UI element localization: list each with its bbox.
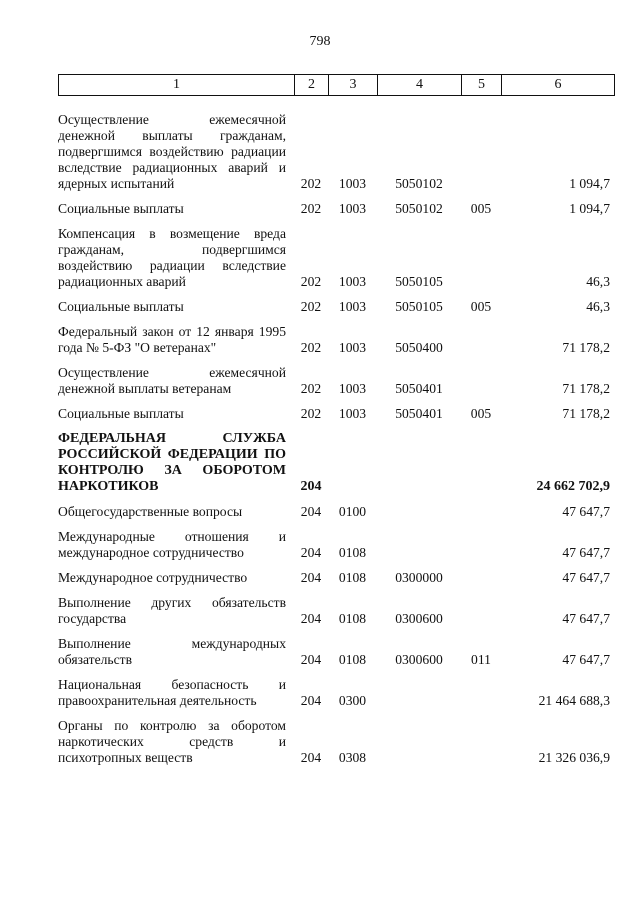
row-code-target: 0300600	[395, 652, 443, 667]
row-code-target	[377, 504, 461, 520]
row-amount: 47 647,7	[562, 545, 610, 560]
row-code-section: 0108	[338, 611, 367, 626]
row-code-section: 1003	[338, 176, 367, 191]
row-code-target	[377, 529, 461, 561]
row-code-type	[461, 112, 501, 192]
row-code-type	[461, 365, 501, 397]
row-amount: 71 178,2	[562, 340, 610, 355]
table-row	[58, 324, 614, 356]
table-row	[58, 365, 614, 397]
row-code-gov: 204	[300, 652, 322, 667]
table-row	[58, 636, 614, 668]
row-spacer	[58, 627, 614, 636]
budget-table	[58, 112, 614, 766]
row-code-target	[377, 718, 461, 766]
row-code-gov: 204	[300, 693, 322, 708]
row-amount: 1 094,7	[569, 176, 610, 191]
row-spacer-cell	[58, 290, 614, 299]
row-code-type: 011	[471, 652, 491, 667]
column-header-1: 1	[59, 75, 295, 96]
row-amount: 47 647,7	[562, 652, 610, 667]
row-code-target	[377, 431, 461, 495]
row-name: Национальная безопасность и правоохранительная деятельность	[58, 677, 286, 708]
row-amount: 21 326 036,9	[538, 750, 610, 765]
row-spacer	[58, 668, 614, 677]
row-code-target: 5050401	[395, 406, 443, 421]
row-name: Федеральный закон от 12 января 1995 года № 5-ФЗ "О ветеранах"	[58, 324, 286, 355]
row-name: Международное сотрудничество	[58, 570, 248, 585]
row-code-target: 5050105	[395, 299, 443, 314]
row-spacer-cell	[58, 192, 614, 201]
row-spacer	[58, 561, 614, 570]
row-name: ФЕДЕРАЛЬНАЯ СЛУЖБА РОССИЙСКОЙ ФЕДЕРАЦИИ ПО КОНТРОЛЮ ЗА ОБОРОТОМ НАРКОТИКОВ	[58, 431, 286, 494]
row-name: Выполнение других обязательств государства	[58, 595, 286, 626]
row-code-section: 0300	[338, 693, 367, 708]
row-name: Социальные выплаты	[58, 201, 184, 216]
row-code-target: 0300000	[395, 570, 443, 585]
column-header-4: 4	[378, 75, 462, 96]
row-name: Международные отношения и международное сотрудничество	[58, 529, 286, 560]
row-code-target: 5050400	[395, 340, 443, 355]
row-code-gov: 202	[300, 201, 322, 216]
column-header-2: 2	[295, 75, 329, 96]
table-row	[58, 201, 614, 217]
row-code-gov: 202	[300, 299, 322, 314]
row-spacer	[58, 356, 614, 365]
table-row	[58, 718, 614, 766]
row-spacer-cell	[58, 422, 614, 431]
row-code-gov: 204	[300, 570, 322, 585]
row-amount: 47 647,7	[562, 570, 610, 585]
row-spacer	[58, 495, 614, 504]
row-spacer	[58, 315, 614, 324]
row-spacer-cell	[58, 217, 614, 226]
row-name: Выполнение международных обязательств	[58, 636, 286, 667]
row-code-gov: 204	[300, 611, 322, 626]
table-row	[58, 226, 614, 290]
row-name: Социальные выплаты	[58, 406, 184, 421]
row-amount: 71 178,2	[562, 381, 610, 396]
row-code-gov: 202	[300, 274, 322, 289]
row-amount: 47 647,7	[562, 611, 610, 626]
row-spacer-cell	[58, 561, 614, 570]
column-header-3: 3	[329, 75, 378, 96]
row-name: Осуществление ежемесячной денежной выплаты ветеранам	[58, 365, 286, 396]
table-row	[58, 299, 614, 315]
row-name: Органы по контролю за оборотом наркотических средств и психотропных веществ	[58, 718, 286, 765]
row-amount: 47 647,7	[562, 504, 610, 519]
table-row	[58, 570, 614, 586]
row-code-gov: 204	[300, 750, 322, 765]
row-spacer-cell	[58, 356, 614, 365]
row-spacer-cell	[58, 668, 614, 677]
row-code-section: 0100	[338, 504, 367, 519]
row-code-gov: 202	[300, 381, 322, 396]
row-spacer	[58, 709, 614, 718]
row-code-target: 5050102	[395, 201, 443, 216]
row-code-type	[461, 504, 501, 520]
row-code-type	[461, 677, 501, 709]
row-spacer-cell	[58, 627, 614, 636]
row-amount: 1 094,7	[569, 201, 610, 216]
row-code-gov: 202	[300, 340, 322, 355]
row-spacer	[58, 422, 614, 431]
column-header-table	[58, 74, 615, 96]
row-amount: 24 662 702,9	[536, 479, 610, 494]
column-header-5: 5	[462, 75, 502, 96]
row-name: Осуществление ежемесячной денежной выплаты гражданам, подвергшимся воздействию радиации вследствие радиационных аварий и ядерных испытаний	[58, 112, 286, 191]
row-amount: 46,3	[586, 274, 610, 289]
row-code-section: 0108	[338, 570, 367, 585]
row-code-type: 005	[470, 299, 492, 314]
row-code-type: 005	[470, 406, 492, 421]
row-code-target	[377, 677, 461, 709]
row-code-target: 0300600	[395, 611, 443, 626]
row-code-section: 1003	[338, 201, 367, 216]
column-header-row	[59, 75, 615, 96]
row-code-type	[461, 595, 501, 627]
row-code-target: 5050105	[395, 274, 443, 289]
page-number: 798	[309, 34, 331, 49]
row-spacer	[58, 586, 614, 595]
row-amount: 21 464 688,3	[538, 693, 610, 708]
row-code-section: 1003	[338, 381, 367, 396]
row-code-type	[461, 431, 501, 495]
row-code-section: 1003	[338, 299, 367, 314]
row-code-type	[461, 324, 501, 356]
table-row	[58, 595, 614, 627]
row-code-gov: 204	[300, 504, 322, 519]
budget-table-body	[58, 112, 614, 766]
table-row	[58, 529, 614, 561]
row-code-gov: 204	[300, 545, 322, 560]
table-row	[58, 504, 614, 520]
row-code-gov: 202	[300, 176, 322, 191]
row-code-section: 1003	[338, 274, 367, 289]
row-code-gov: 202	[300, 406, 322, 421]
row-spacer-cell	[58, 315, 614, 324]
table-row	[58, 112, 614, 192]
table-row	[58, 431, 614, 495]
row-code-type	[461, 226, 501, 290]
row-spacer	[58, 290, 614, 299]
row-spacer	[58, 192, 614, 201]
row-code-gov: 204	[300, 479, 322, 494]
row-spacer	[58, 397, 614, 406]
row-spacer-cell	[58, 586, 614, 595]
row-code-target: 5050102	[395, 176, 443, 191]
row-code-section: 1003	[338, 340, 367, 355]
row-spacer-cell	[58, 495, 614, 504]
row-code-section	[328, 431, 377, 495]
row-name: Социальные выплаты	[58, 299, 184, 314]
row-code-type	[461, 570, 501, 586]
row-spacer-cell	[58, 520, 614, 529]
row-spacer-cell	[58, 397, 614, 406]
row-code-type: 005	[470, 201, 492, 216]
row-name: Компенсация в возмещение вреда гражданам, подвергшимся воздействию радиации вследствие радиационных аварий	[58, 226, 286, 289]
row-code-section: 1003	[338, 406, 367, 421]
row-code-section: 0108	[338, 652, 367, 667]
row-spacer	[58, 217, 614, 226]
column-header-6: 6	[502, 75, 615, 96]
table-row	[58, 677, 614, 709]
row-spacer	[58, 520, 614, 529]
row-spacer-cell	[58, 709, 614, 718]
row-amount: 46,3	[586, 299, 610, 314]
row-code-type	[461, 718, 501, 766]
table-row	[58, 406, 614, 422]
row-amount: 71 178,2	[562, 406, 610, 421]
row-code-type	[461, 529, 501, 561]
row-code-section: 0108	[338, 545, 367, 560]
row-code-section: 0308	[338, 750, 367, 765]
row-code-target: 5050401	[395, 381, 443, 396]
row-name: Общегосударственные вопросы	[58, 504, 243, 519]
